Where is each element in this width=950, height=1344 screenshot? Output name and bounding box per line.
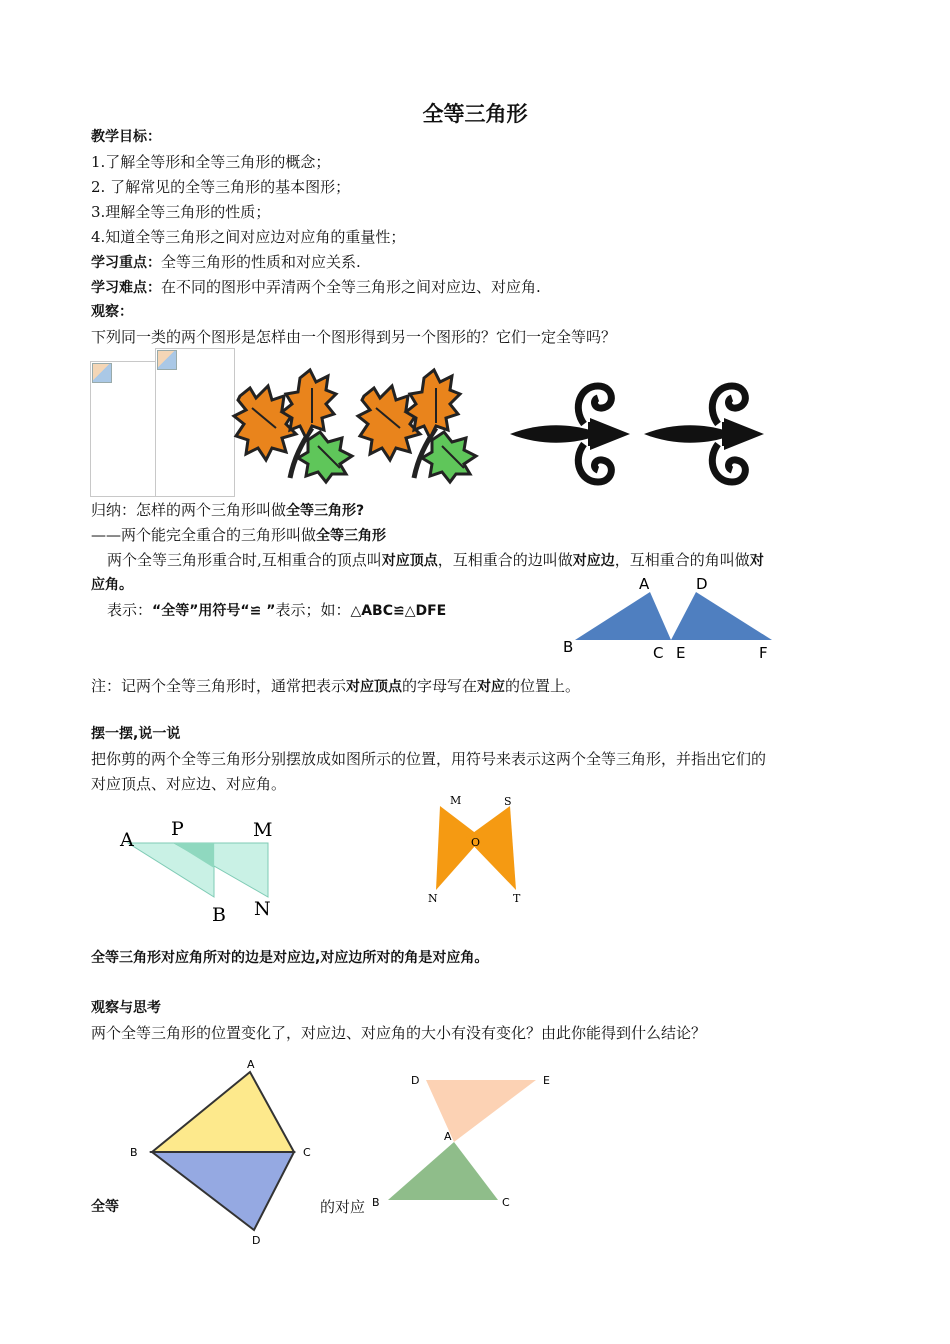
definition-bold: 对应边: [572, 553, 615, 569]
conclusion-fragment: 全等: [91, 1199, 119, 1215]
notation-text: 表示；如：: [275, 601, 351, 619]
label-b: B: [130, 1146, 138, 1159]
label-a: A: [120, 829, 134, 851]
definition-bold: 对: [749, 553, 764, 569]
label-b: B: [372, 1196, 380, 1209]
definition-line-2: 应角。: [91, 577, 133, 593]
notation-bold: “全等”用符号“≌ ”: [152, 603, 276, 619]
summary-text: 归纳：怎样的两个三角形叫做: [91, 501, 287, 519]
broken-image-icon: [92, 363, 112, 383]
definition-text: ，互相重合的边叫做: [437, 551, 573, 569]
key-label: 学习重点：: [91, 255, 161, 271]
vertical-bowtie-figure: [370, 1068, 560, 1213]
label-m: M: [450, 794, 462, 807]
label-a: A: [639, 575, 650, 593]
label-t: T: [513, 892, 521, 905]
summary-line: [91, 498, 364, 523]
label-o: O: [471, 836, 481, 849]
diff-label: 学习难点：: [91, 280, 161, 296]
summary-bold: 全等三角形?: [286, 503, 365, 519]
note-bold: 对应: [477, 679, 506, 695]
key-point: [91, 250, 361, 275]
label-e: E: [543, 1074, 550, 1087]
label-a: A: [444, 1130, 452, 1143]
label-f: F: [759, 644, 768, 662]
label-e: E: [676, 644, 686, 662]
triangle-def: [671, 592, 772, 640]
observe-heading: 观察：: [91, 304, 133, 320]
label-p: P: [171, 818, 184, 840]
diff-text: 在不同的图形中弄清两个全等三角形之间对应边、对应角.: [161, 278, 541, 296]
label-b: B: [563, 638, 574, 656]
label-a: A: [247, 1058, 255, 1071]
broken-image-icon: [157, 350, 177, 370]
bowtie-triangles-figure: [420, 790, 530, 910]
label-n: N: [428, 892, 438, 905]
notation-line: [107, 598, 446, 623]
definition-bold: 对应顶点: [381, 553, 438, 569]
observe-question: 下列同一类的两个图形是怎样由一个图形得到另一个图形的？它们一定全等吗？: [91, 328, 617, 346]
definition-text: 两个全等三角形重合时,互相重合的顶点叫: [107, 551, 382, 569]
note-bold: 对应顶点: [346, 679, 403, 695]
label-d: D: [696, 575, 708, 593]
goal-item: 3.理解全等三角形的性质；: [91, 203, 271, 221]
label-m: M: [253, 819, 273, 841]
difficulty: [91, 275, 541, 300]
goal-item: 2. 了解常见的全等三角形的基本图形；: [91, 178, 351, 196]
page-title: 全等三角形: [422, 102, 528, 126]
notation-text: 表示：: [107, 601, 153, 619]
arrange-heading: 摆一摆,说一说: [91, 726, 181, 742]
label-n: N: [254, 898, 271, 920]
arrange-text: 把你剪的两个全等三角形分别摆放成如图所示的位置，用符号来表示这两个全等三角形，并指出它们的: [91, 750, 767, 768]
broken-image: [90, 361, 158, 497]
goal-item: 4.知道全等三角形之间对应边对应角的重量性；: [91, 228, 406, 246]
think-text: 两个全等三角形的位置变化了，对应边、对应角的大小有没有变化？由此你能得到什么结论？: [91, 1024, 707, 1042]
note-line: [91, 674, 580, 699]
note-text: 注：记两个全等三角形时，通常把表示: [91, 677, 347, 695]
key-text: 全等三角形的性质和对应关系.: [161, 253, 361, 271]
think-heading: 观察与思考: [91, 1000, 161, 1016]
fleur-de-lis-illustration: [510, 378, 766, 490]
overlapping-triangles-figure: [116, 815, 286, 927]
note-text: 的位置上。: [505, 677, 581, 695]
triangle-abc: [152, 1072, 294, 1152]
label-c: C: [653, 644, 664, 662]
kite-triangles-figure: [120, 1058, 320, 1250]
conclusion-fragment: 的对应: [320, 1198, 366, 1216]
rule-statement: 全等三角形对应角所对的边是对应边,对应边所对的角是对应角。: [91, 950, 489, 966]
label-b: B: [212, 904, 226, 926]
oak-leaves-illustration: [232, 368, 488, 484]
congruent-triangles-abc-def: [555, 570, 780, 662]
label-d: D: [411, 1074, 420, 1087]
arrange-text: 对应顶点、对应边、对应角。: [91, 775, 287, 793]
goals-heading: 教学目标：: [91, 129, 161, 145]
triangle-dea: [426, 1080, 536, 1142]
triangle-bcd: [152, 1152, 294, 1230]
label-c: C: [502, 1196, 510, 1209]
label-s: S: [504, 795, 512, 808]
notation-bold: △ABC≌△DFE: [350, 603, 447, 619]
label-c: C: [303, 1146, 311, 1159]
answer-bold: 全等三角形: [316, 528, 387, 544]
broken-image: [155, 348, 235, 497]
answer-text: ——两个能完全重合的三角形叫做: [91, 526, 317, 544]
answer-line: [91, 523, 386, 548]
note-text: 的字母写在: [402, 677, 478, 695]
label-d: D: [252, 1234, 261, 1247]
triangle-abc: [388, 1142, 498, 1200]
goal-item: 1.了解全等形和全等三角形的概念；: [91, 153, 331, 171]
definition-text: ，互相重合的角叫做: [614, 551, 750, 569]
triangle-abc: [575, 592, 671, 640]
